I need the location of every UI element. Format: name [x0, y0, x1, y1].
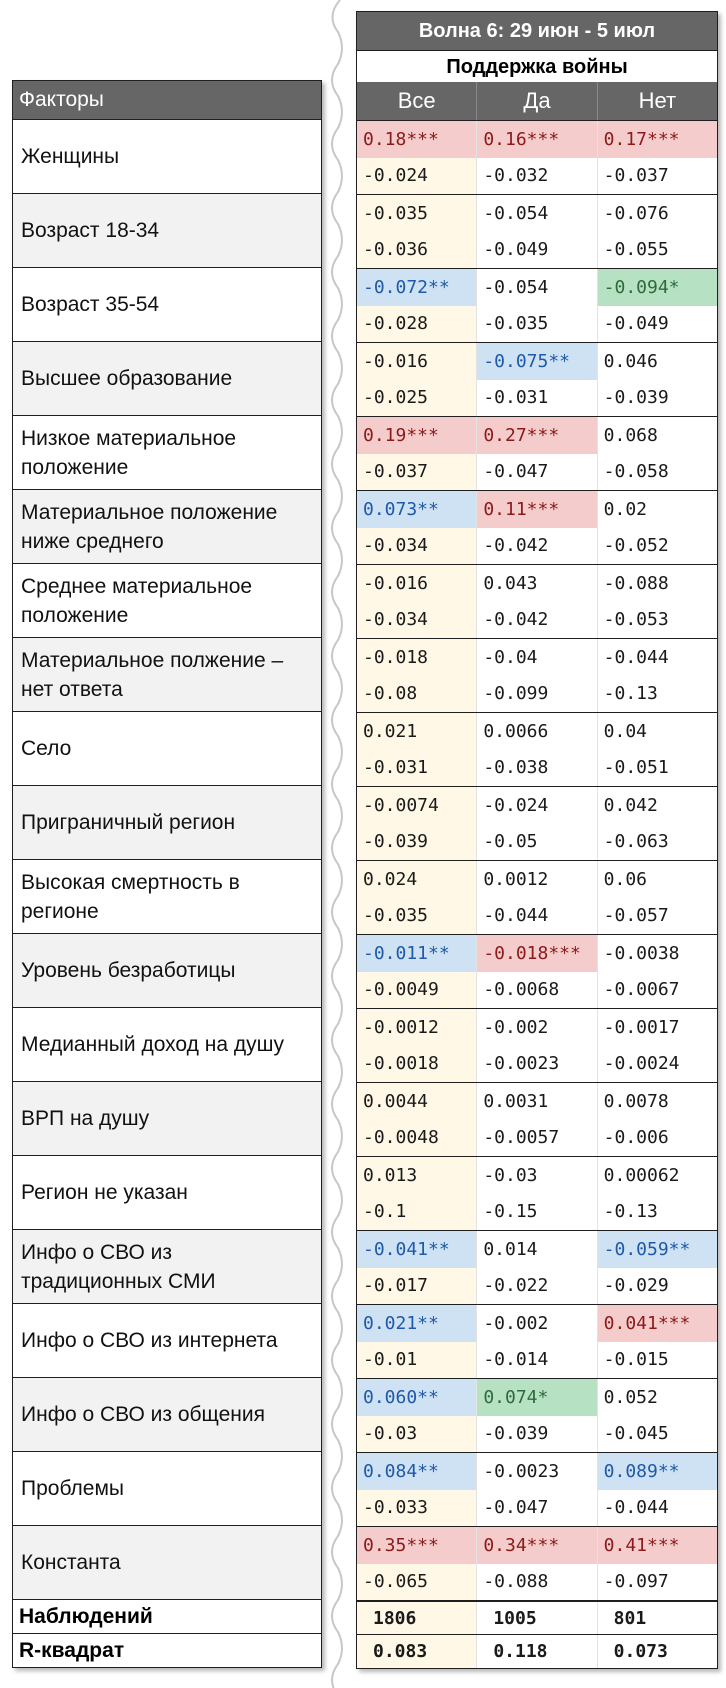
coef-cell: -0.059** [598, 1231, 717, 1268]
coef-subrow [357, 121, 717, 158]
column-header-no: Нет [597, 82, 717, 120]
coef-cell: 0.013 [357, 1157, 477, 1194]
se-cell: -0.045 [603, 1423, 669, 1445]
coef-cell: -0.016 [357, 565, 477, 602]
coef-cell: 0.060** [357, 1379, 477, 1416]
se-cell: -0.049 [603, 313, 669, 335]
coefficients-table [356, 11, 718, 1669]
coef-cell: -0.088 [603, 573, 669, 594]
coef-row-group [357, 268, 717, 342]
se-cell: -0.039 [603, 387, 669, 409]
factor-label: Возраст 35-54 [13, 267, 321, 341]
coef-cell: -0.054 [477, 195, 597, 232]
factor-label: Приграничный регион [13, 785, 321, 859]
se-cell: -0.0049 [357, 972, 477, 1008]
coef-subrow [357, 639, 717, 676]
stat-value: 0.073 [613, 1641, 668, 1662]
se-subrow [357, 602, 717, 638]
stat-value: 801 [613, 1607, 647, 1629]
coef-cell: 0.19*** [357, 417, 477, 454]
se-cell: -0.065 [357, 1564, 477, 1600]
stat-row [357, 1634, 717, 1668]
coef-cell: -0.0023 [477, 1453, 597, 1490]
se-cell: -0.13 [603, 683, 658, 705]
coef-cell: 0.074* [477, 1379, 597, 1416]
se-cell: -0.025 [357, 380, 477, 416]
se-cell: -0.01 [357, 1342, 477, 1378]
factor-label: Высшее образование [13, 341, 321, 415]
coef-cell: -0.0038 [603, 943, 680, 964]
coef-row-group [357, 1082, 717, 1156]
se-cell: -0.042 [477, 528, 597, 564]
se-cell: -0.047 [477, 454, 597, 490]
se-cell: -0.031 [357, 750, 477, 786]
coef-cell: 0.0044 [357, 1083, 477, 1120]
coef-subrow [357, 787, 717, 824]
coef-cell: -0.03 [477, 1157, 597, 1194]
wave-title: Волна 6: 29 июн - 5 июл [357, 12, 717, 50]
coef-row-group [357, 786, 717, 860]
se-subrow [357, 1490, 717, 1526]
se-cell: -0.0024 [603, 1053, 680, 1075]
coef-row-group [357, 1452, 717, 1526]
coef-subrow [357, 1157, 717, 1194]
se-cell: -0.15 [477, 1194, 597, 1230]
coef-cell: 0.021 [357, 713, 477, 750]
coef-cell: -0.018 [357, 639, 477, 676]
se-cell: -0.055 [603, 239, 669, 261]
se-cell: -0.044 [477, 898, 597, 934]
stat-labels [13, 1599, 321, 1667]
coef-row-group [357, 1526, 717, 1600]
coef-cell: 0.27*** [477, 417, 597, 454]
coef-subrow [357, 269, 717, 306]
se-cell: -0.099 [477, 676, 597, 712]
se-cell: -0.053 [603, 609, 669, 631]
factor-label: Инфо о СВО из традиционных СМИ [13, 1229, 321, 1303]
coef-subrow [357, 1379, 717, 1416]
coef-cell: -0.0017 [603, 1017, 680, 1038]
stat-label: Наблюдений [13, 1599, 321, 1633]
stat-row [357, 1600, 717, 1634]
coef-row-group [357, 1378, 717, 1452]
se-cell: -0.034 [357, 602, 477, 638]
se-cell: -0.0067 [603, 979, 680, 1001]
factor-label: Среднее материальное положение [13, 563, 321, 637]
coef-cell: 0.046 [603, 351, 658, 372]
se-cell: -0.088 [477, 1564, 597, 1600]
coef-cell: 0.41*** [598, 1527, 717, 1564]
se-cell: -0.0018 [357, 1046, 477, 1082]
coef-cell: 0.06 [603, 869, 648, 890]
coef-cell: 0.11*** [477, 491, 597, 528]
coef-cell: 0.0078 [603, 1091, 669, 1112]
se-cell: -0.0048 [357, 1120, 477, 1156]
factor-label: Село [13, 711, 321, 785]
se-subrow [357, 972, 717, 1008]
se-subrow [357, 158, 717, 194]
coef-subrow [357, 713, 717, 750]
se-cell: -0.039 [477, 1416, 597, 1452]
se-cell: -0.022 [477, 1268, 597, 1304]
se-subrow [357, 1120, 717, 1156]
coef-cell: -0.041** [357, 1231, 477, 1268]
coef-cell: 0.014 [477, 1231, 597, 1268]
se-cell: -0.0023 [477, 1046, 597, 1082]
se-cell: -0.05 [477, 824, 597, 860]
se-cell: -0.044 [603, 1497, 669, 1519]
column-header-yes: Да [476, 82, 596, 120]
coef-cell: 0.0012 [477, 861, 597, 898]
se-cell: -0.042 [477, 602, 597, 638]
factor-label: Регион не указан [13, 1155, 321, 1229]
se-cell: -0.0057 [477, 1120, 597, 1156]
factor-label: Женщины [13, 119, 321, 193]
coef-cell: 0.02 [603, 499, 648, 520]
column-header-all: Все [397, 88, 436, 113]
se-cell: -0.051 [603, 757, 669, 779]
coef-cell: -0.044 [603, 647, 669, 668]
factor-label: Возраст 18-34 [13, 193, 321, 267]
se-cell: -0.049 [477, 232, 597, 268]
factor-label: Высокая смертность в регионе [13, 859, 321, 933]
se-cell: -0.031 [477, 380, 597, 416]
factor-label: ВРП на душу [13, 1081, 321, 1155]
coef-subrow [357, 1305, 717, 1342]
se-cell: -0.097 [603, 1571, 669, 1593]
coef-cell: 0.0031 [477, 1083, 597, 1120]
se-subrow [357, 750, 717, 786]
coef-subrow [357, 935, 717, 972]
se-cell: -0.028 [357, 306, 477, 342]
se-cell: -0.035 [477, 306, 597, 342]
se-subrow [357, 898, 717, 934]
coef-subrow [357, 565, 717, 602]
coef-cell: 0.34*** [477, 1527, 597, 1564]
stat-label: R-квадрат [13, 1633, 321, 1667]
coef-cell: -0.016 [357, 343, 477, 380]
coef-row-group [357, 860, 717, 934]
se-cell: -0.037 [603, 165, 669, 187]
se-cell: -0.057 [603, 905, 669, 927]
se-cell: -0.036 [357, 232, 477, 268]
coef-cell: 0.089** [598, 1453, 717, 1490]
se-cell: -0.0068 [477, 972, 597, 1008]
se-subrow [357, 1342, 717, 1378]
coef-cell: -0.035 [357, 195, 477, 232]
coef-row-group [357, 1008, 717, 1082]
factor-rows [13, 119, 321, 1599]
coef-cell: 0.043 [477, 565, 597, 602]
se-cell: -0.1 [357, 1194, 477, 1230]
coef-subrow [357, 1453, 717, 1490]
torn-edge-decoration [320, 0, 350, 1688]
coef-cell: 0.16*** [477, 121, 597, 158]
se-subrow [357, 1194, 717, 1230]
se-cell: -0.006 [603, 1127, 669, 1149]
factor-label: Инфо о СВО из общения [13, 1377, 321, 1451]
factor-label: Уровень безработицы [13, 933, 321, 1007]
coef-cell: -0.011** [357, 935, 477, 972]
coef-row-group [357, 934, 717, 1008]
coef-row-group [357, 194, 717, 268]
support-header: Поддержка войны [357, 50, 717, 82]
coef-row-group [357, 342, 717, 416]
coef-rows [357, 120, 717, 1600]
se-cell: -0.029 [603, 1275, 669, 1297]
se-cell: -0.014 [477, 1342, 597, 1378]
coef-row-group [357, 1230, 717, 1304]
coef-cell: -0.002 [477, 1009, 597, 1046]
stat-value: 1806 [357, 1602, 477, 1634]
coef-subrow [357, 1231, 717, 1268]
se-cell: -0.052 [603, 535, 669, 557]
se-subrow [357, 1268, 717, 1304]
coef-cell: -0.094* [598, 269, 717, 306]
coef-cell: 0.35*** [357, 1527, 477, 1564]
factor-label: Низкое материальное положение [13, 415, 321, 489]
factors-header: Факторы [13, 81, 321, 119]
coef-subrow [357, 1527, 717, 1564]
coef-cell: 0.068 [603, 425, 658, 446]
coef-row-group [357, 638, 717, 712]
stat-value: 1005 [477, 1602, 597, 1634]
se-cell: -0.058 [603, 461, 669, 483]
coef-subrow [357, 195, 717, 232]
factor-label: Материальное положение ниже среднего [13, 489, 321, 563]
se-subrow [357, 306, 717, 342]
se-cell: -0.039 [357, 824, 477, 860]
se-cell: -0.032 [477, 158, 597, 194]
coef-cell: -0.04 [477, 639, 597, 676]
coef-row-group [357, 1156, 717, 1230]
coef-cell: -0.0012 [357, 1009, 477, 1046]
se-cell: -0.037 [357, 454, 477, 490]
coef-cell: -0.076 [603, 203, 669, 224]
se-cell: -0.047 [477, 1490, 597, 1526]
coef-cell: 0.073** [357, 491, 477, 528]
factors-table [12, 80, 322, 1668]
se-cell: -0.034 [357, 528, 477, 564]
coef-cell: 0.021** [357, 1305, 477, 1342]
se-subrow [357, 1416, 717, 1452]
coef-row-group [357, 712, 717, 786]
coef-cell: 0.00062 [603, 1165, 680, 1186]
coef-cell: 0.18*** [357, 121, 477, 158]
se-subrow [357, 824, 717, 860]
factor-label: Константа [13, 1525, 321, 1599]
se-cell: -0.015 [603, 1349, 669, 1371]
coef-row-group [357, 416, 717, 490]
coef-subrow [357, 861, 717, 898]
se-subrow [357, 232, 717, 268]
coef-cell: 0.041*** [598, 1305, 717, 1342]
se-cell: -0.13 [603, 1201, 658, 1223]
coef-cell: -0.072** [357, 269, 477, 306]
factor-label: Проблемы [13, 1451, 321, 1525]
coef-cell: 0.0066 [477, 713, 597, 750]
se-cell: -0.035 [357, 898, 477, 934]
coef-subrow [357, 343, 717, 380]
coef-row-group [357, 564, 717, 638]
coef-cell: -0.002 [477, 1305, 597, 1342]
se-subrow [357, 380, 717, 416]
se-cell: -0.033 [357, 1490, 477, 1526]
factor-label: Материальное полжение – нет ответа [13, 637, 321, 711]
coef-cell: -0.054 [477, 269, 597, 306]
coef-subrow [357, 417, 717, 454]
se-cell: -0.03 [357, 1416, 477, 1452]
se-cell: -0.024 [357, 158, 477, 194]
coef-subrow [357, 1083, 717, 1120]
coef-cell: 0.024 [357, 861, 477, 898]
se-subrow [357, 1046, 717, 1082]
coef-cell: -0.024 [477, 787, 597, 824]
coef-subrow [357, 491, 717, 528]
se-subrow [357, 676, 717, 712]
stat-value: 0.083 [357, 1635, 477, 1668]
se-cell: -0.038 [477, 750, 597, 786]
coef-cell: 0.04 [603, 721, 648, 742]
coef-cell: 0.084** [357, 1453, 477, 1490]
coef-subrow [357, 1009, 717, 1046]
factor-label: Медианный доход на душу [13, 1007, 321, 1081]
coef-cell: -0.018*** [477, 935, 597, 972]
coef-cell: -0.075** [477, 343, 597, 380]
coef-cell: -0.0074 [357, 787, 477, 824]
coef-row-group [357, 490, 717, 564]
se-subrow [357, 528, 717, 564]
stat-value: 0.118 [477, 1635, 597, 1668]
coef-cell: 0.042 [603, 795, 658, 816]
stat-values [357, 1600, 717, 1668]
coef-cell: 0.17*** [598, 121, 717, 158]
coef-row-group [357, 120, 717, 194]
coef-row-group [357, 1304, 717, 1378]
se-cell: -0.017 [357, 1268, 477, 1304]
se-subrow [357, 1564, 717, 1600]
se-cell: -0.063 [603, 831, 669, 853]
column-headers [357, 82, 717, 120]
factor-label: Инфо о СВО из интернета [13, 1303, 321, 1377]
se-subrow [357, 454, 717, 490]
se-cell: -0.08 [357, 676, 477, 712]
coef-cell: 0.052 [603, 1387, 658, 1408]
